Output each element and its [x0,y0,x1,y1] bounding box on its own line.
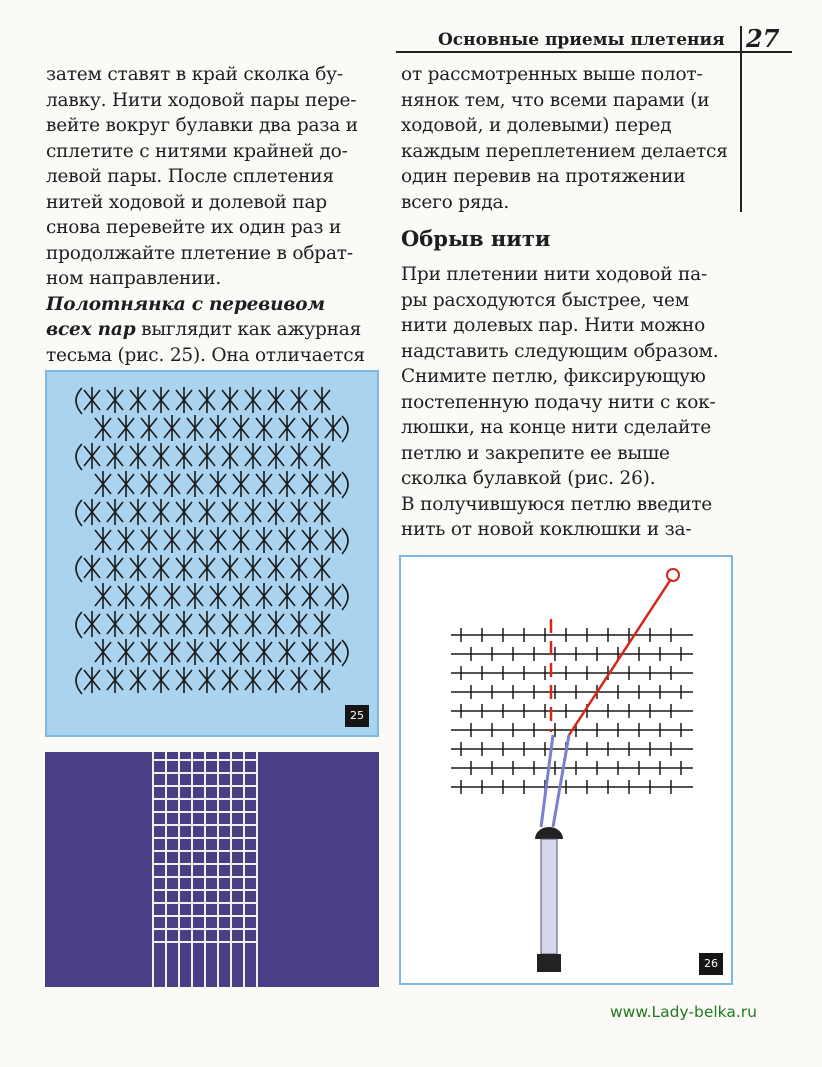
header-column-separator [740,26,742,212]
text-line: нитей ходовой и долевой пар [46,191,327,213]
lace-stitch-grid [76,387,348,694]
page-number: 27 [746,24,780,53]
text-line: ры расходуются быстрее, чем [401,289,689,311]
figure-25-label: 25 [345,705,369,727]
text-line: тесьма (рис. 25). Она отличается [46,344,365,366]
text-line: лавку. Нити ходовой пары пере- [46,89,357,111]
text-line: левой пары. После сплетения [46,166,334,187]
text-line: надставить следующим образом. [401,340,719,362]
text-line: Снимите петлю, фиксирующую [401,366,706,387]
header-rule [396,51,792,53]
text-line: от рассмотренных выше полот- [401,64,703,85]
text-line [46,317,376,343]
text-line: нянок тем, что всеми парами (и [401,89,710,111]
term-heading-cont: всех пар [46,319,136,340]
thread-joining-drawing [401,557,731,983]
text-span: выглядит как ажурная [135,319,362,340]
text-line: всего ряда. [401,191,510,213]
figure-26-thread-diagram [399,555,733,985]
footer-website: www.Lady-belka.ru [610,1003,758,1021]
left-column-text [46,62,376,368]
text-line: постепенную подачу нити с кок- [401,391,716,413]
pin-loop [667,569,679,581]
text-line: нити долевых пар. Нити можно [401,315,706,336]
right-column-top-text [401,62,731,215]
section-heading: Обрыв нити [401,226,551,251]
text-line: сколка булавкой (рис. 26). [401,468,656,489]
term-heading: Полотнянка с перевивом [46,293,325,315]
lace-grid [451,628,693,794]
text-line: В получившуюся петлю введите [401,493,712,515]
fabric-background [45,752,379,987]
text-line: петлю и закрепите ее выше [401,442,670,464]
text-line: каждым переплетением делается [401,140,728,162]
text-line: люшки, на конце нити сделайте [401,417,712,438]
section-body-text [401,262,741,543]
bobbin-end [537,954,561,972]
figure-26-label: 26 [699,953,723,975]
lace-tape-image [45,752,379,987]
running-header-title: Основные приемы плетения [438,30,725,50]
text-line: вейте вокруг булавки два раза и [46,115,358,136]
text-line: продолжайте плетение в обрат- [46,242,353,264]
lace-tape-photo [45,752,379,987]
bobbin-head [535,827,563,839]
text-line: снова перевейте их один раз и [46,217,342,238]
text-line: сплетите с нитями крайней до- [46,140,348,162]
text-line: нить от новой коклюшки и за- [401,519,692,540]
text-line: При плетении нити ходовой па- [401,264,708,285]
text-line: затем ставят в край сколка бу- [46,64,343,85]
figure-25-lace-diagram [45,370,379,737]
text-line: ходовой, и долевыми) перед [401,115,672,136]
text-line: один перевив на протяжении [401,166,686,187]
bobbin-body [541,839,557,954]
text-line: ном направлении. [46,268,222,289]
lace-pattern-drawing [47,372,377,735]
